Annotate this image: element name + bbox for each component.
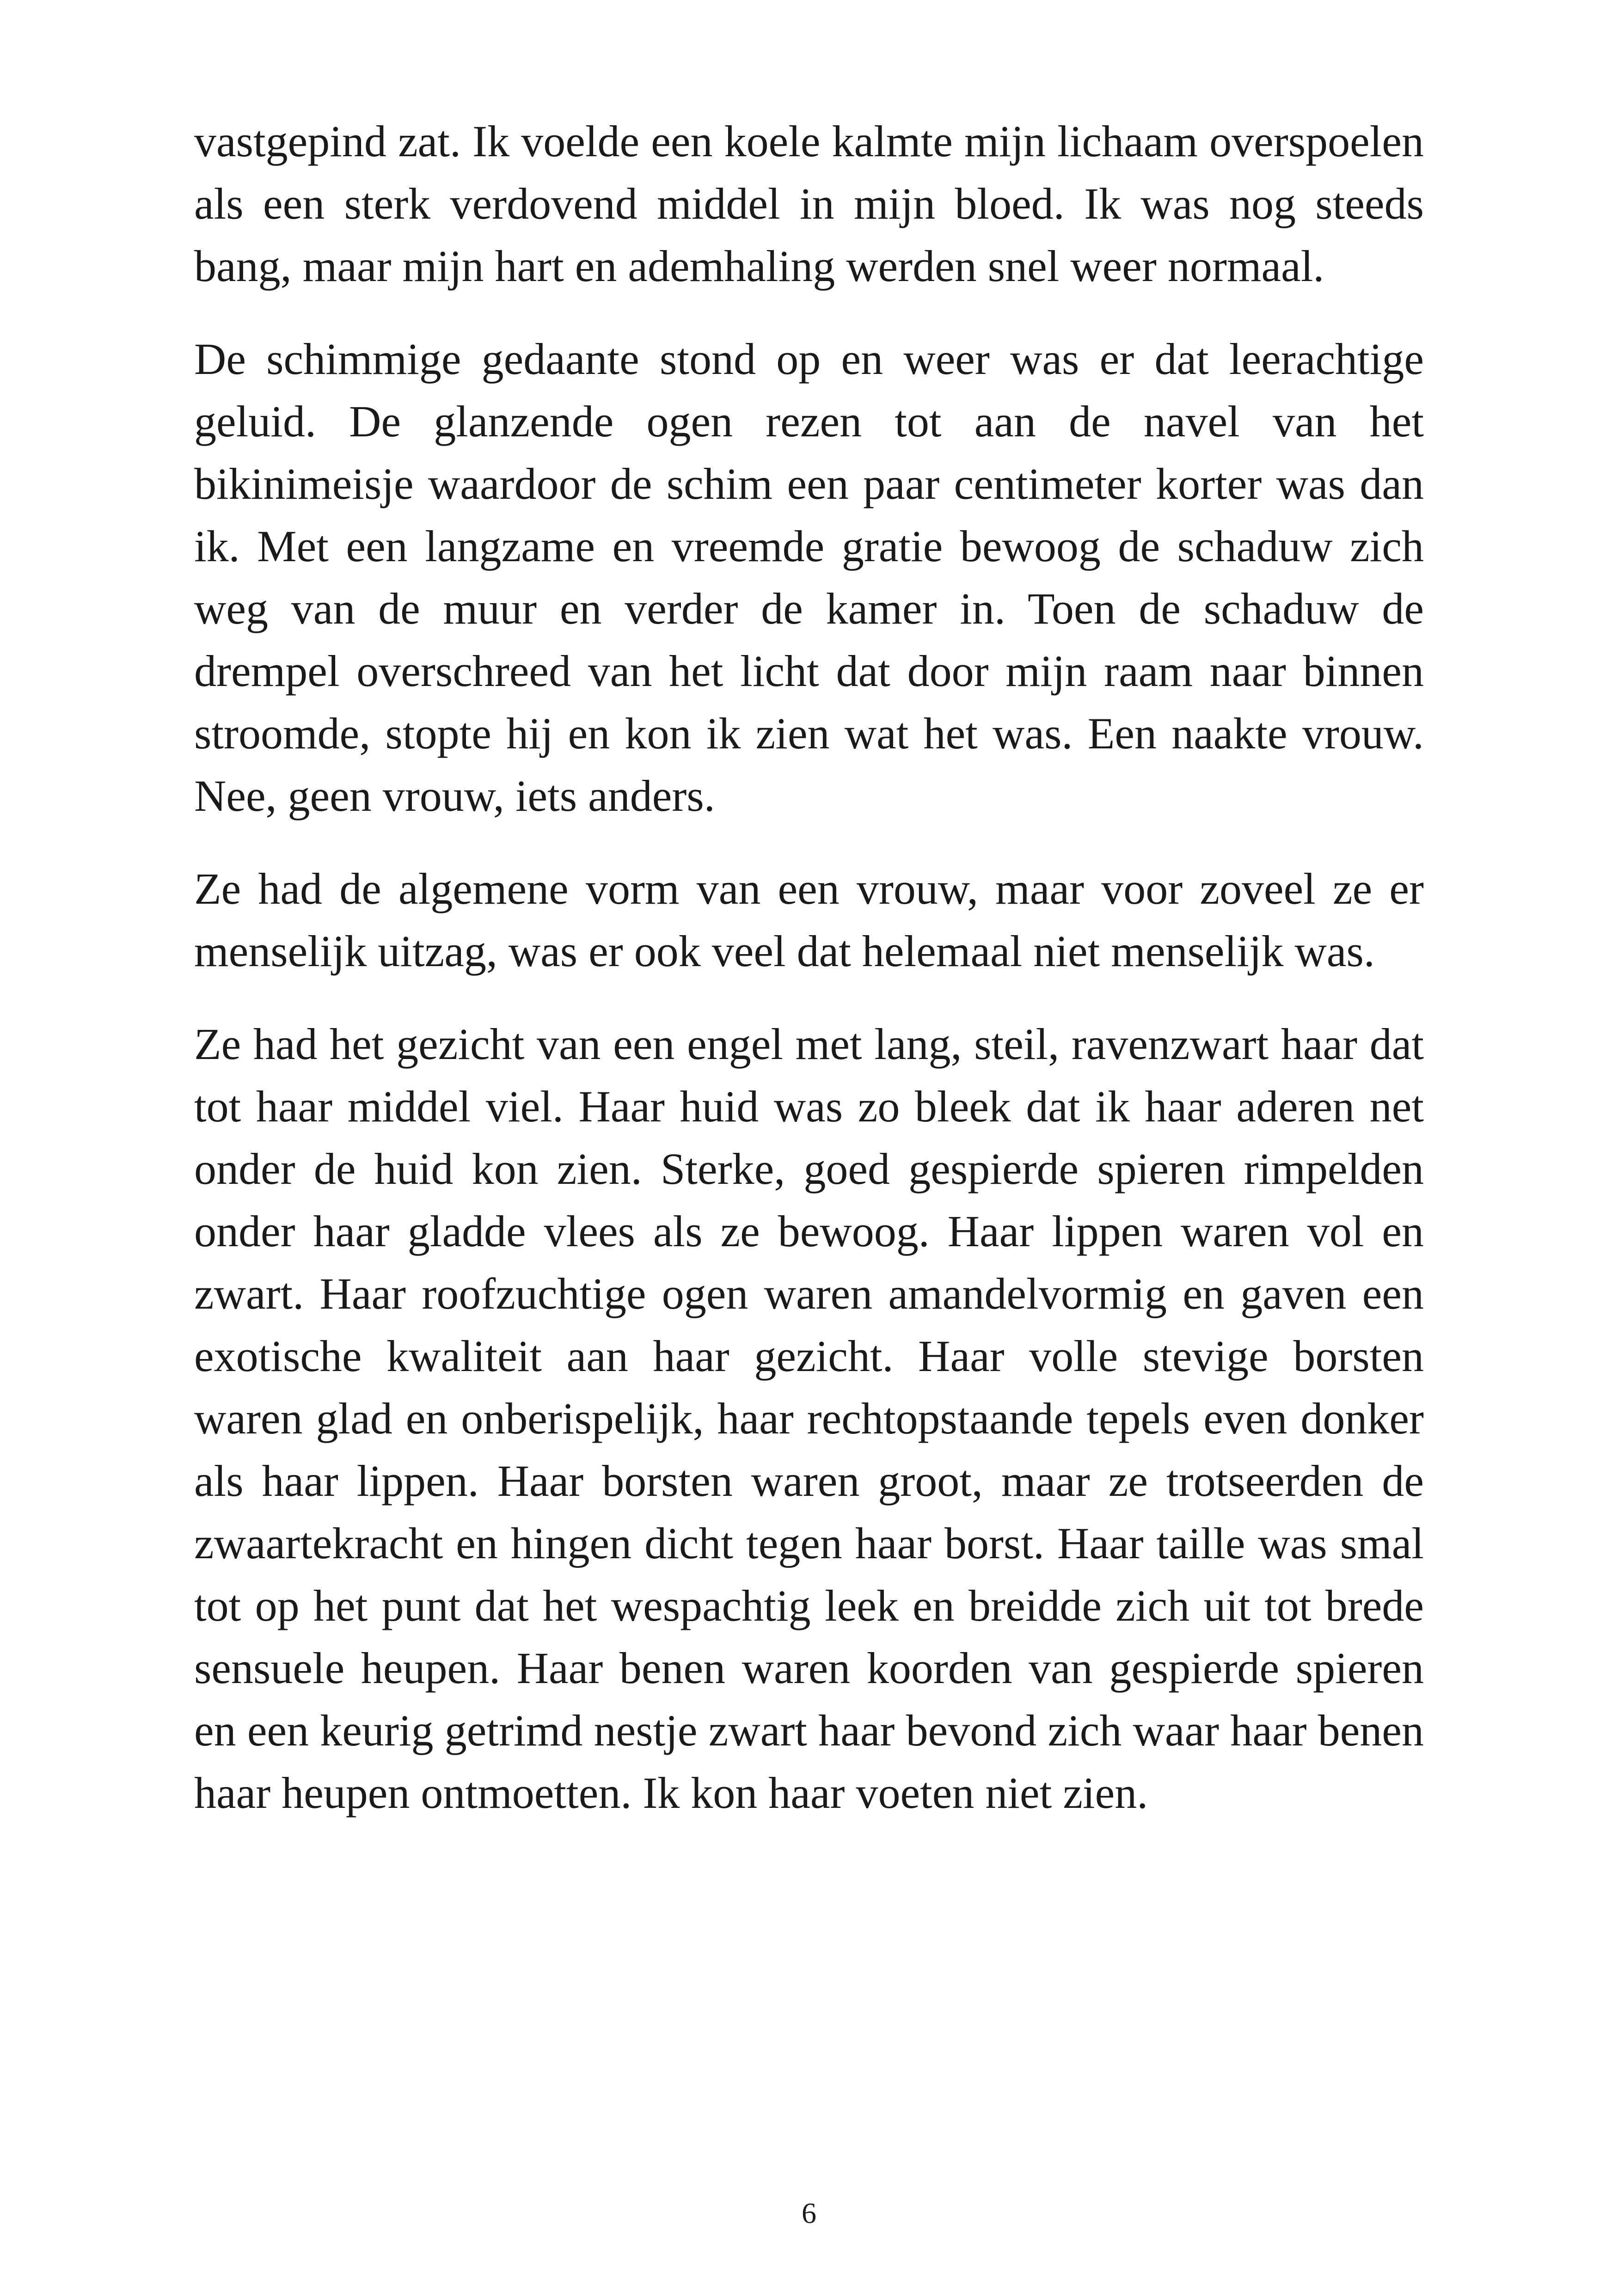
body-text — [194, 110, 1424, 1855]
paragraph-1: vastgepind zat. Ik voelde een koele kalmte mijn lichaam overspoelen als een sterk verdovend middel in mijn bloed. Ik was nog steeds bang, maar mijn hart en ademhaling werden snel weer normaal. — [194, 116, 1424, 291]
page-number: 6 — [802, 2197, 816, 2229]
paragraph-4: Ze had het gezicht van een engel met lang, steil, ravenzwart haar dat tot haar middel viel. Haar huid was zo bleek dat ik haar aderen net onder de huid kon zien. Sterke, goed gespierde spieren rimpelden onder haar gladde vlees als ze bewoog. Haar lippen waren vol en zwart. Haar roofzuchtige ogen waren amandelvormig en gaven een exotische kwaliteit aan haar gezicht. Haar volle stevige borsten waren glad en onberispelijk, haar rechtopstaande tepels even donker als haar lippen. Haar borsten waren groot, maar ze trotseerden de zwaartekracht en hingen dicht tegen haar borst. Haar taille was smal tot op het punt dat het wespachtig leek en breidde zich uit tot brede sensuele heupen. Haar benen waren koorden van gespierde spieren en een keurig getrimd nestje zwart haar bevond zich waar haar benen haar heupen ontmoetten. Ik kon haar voeten niet zien. — [194, 1019, 1424, 1818]
paragraph-3: Ze had de algemene vorm van een vrouw, maar voor zoveel ze er menselijk uitzag, was er ook veel dat helemaal niet menselijk was. — [194, 864, 1424, 976]
paragraph-2: De schimmige gedaante stond op en weer was er dat leerachtige geluid. De glanzende ogen rezen tot aan de navel van het bikinimeisje waardoor de schim een paar centimeter korter was dan ik. Met een langzame en vreemde gratie bewoog de schaduw zich weg van de muur en verder de kamer in. Toen de schaduw de drempel overschreed van het licht dat door mijn raam naar binnen stroomde, stopte hij en kon ik zien wat het was. Een naakte vrouw. Nee, geen vrouw, iets anders. — [194, 334, 1424, 820]
